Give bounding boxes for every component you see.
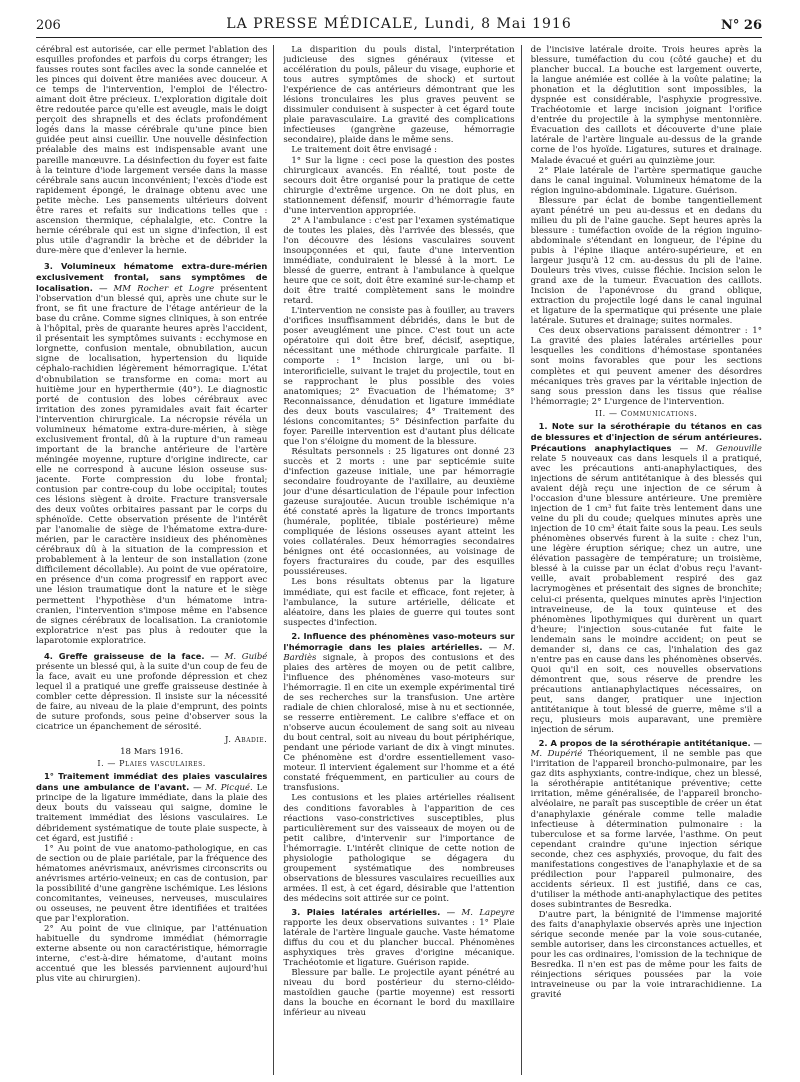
page-number: 206 xyxy=(36,18,61,33)
section-heading: 3. Plaies latérales artérielles. xyxy=(291,906,441,917)
paragraph: D'autre part, la bénignité de l'immense majorité des faits d'anaphylaxie observés après une injection sérique seconde menée par la voie sous-cutanée, semble autoriser, dans les circonstances actuelles, et pour les cas ordinaires, l'omission de la technique de Besredka. Il n'en est pas de même pour les faits de réinjections sériques poussées par la voie intraveineuse ou par la voie intrarachidienne. La gravité xyxy=(530,909,762,1001)
authors: — M. Guibé xyxy=(210,651,268,662)
paragraph: 1° Sur la ligne : ceci pose la question des postes chirurgicaux avancés. En réalité, tout poste de secours doit être organisé pour la pratique de cette chirurgie d'extrême urgence. On ne doit plus, en stationnement défensif, mourir d'hémorragie faute d'une intervention appropriée. xyxy=(283,155,515,216)
authors: — M. Bardiès xyxy=(283,642,515,663)
journal-title: LA PRESSE MÉDICALE, Lundi, 8 Mai 1916 xyxy=(226,16,572,32)
authors: — MM Rocher et Logre xyxy=(98,284,215,295)
paragraph: Les bons résultats obtenus par la ligature immédiate, qui est facile et efficace, font rejeter, à l'ambulance, la suture artérielle, délicate et aléatoire, dans les plaies de guerre qui toutes sont suspectes d'infection. xyxy=(283,577,515,628)
paragraph: cérébral est autorisée, car elle permet l'ablation des esquilles profondes et parfois du corps étranger; les fausses routes sont faciles avec la sonde cannelée et les pinces qui doivent être maniées avec douceur. A ce temps de l'intervention, l'emploi de l'électro-aimant doit être précieux. L'exploration digitale doit être redoutée parce qu'elle est aveugle, mais le doigt perçoit des shrapnells et des éclats profondément logés dans la masse cérébrale qu'une pince bien guidée peut ainsi cueillir. Une nouvelle désinfection préalable des mains est indispensable avant une pareille manœuvre. La désinfection du foyer est faite à la teinture d'iode largement versée dans la masse cérébrale sans aucun inconvénient; l'excès d'iode est rapidement épongé, le drainage obtenu avec une petite mèche. Les pansements ultérieurs doivent être rares et refaits sur indications telles que : ascension thermique, céphalalgie, etc. Contre la hernie cérébrale qui est un signe d'infection, il est plus utile d'agrandir la brèche et de débrider la dure-mère que d'enlever la hernie. xyxy=(36,45,268,256)
paragraph xyxy=(36,651,267,732)
column-2 xyxy=(283,45,521,1075)
paragraph-text: présente un blessé qui, à la suite d'un coup de feu de la face, avait eu une profonde dépression et chez lequel il a pratiqué une greffe graisseuse destinée à combler cette dépression. Il insiste sur la nécessité de faire, au niveau de la plaie d'emprunt, des points de suture profonds, sous peine d'observer sous la cicatrice un épanchement de sérosité. xyxy=(36,661,268,733)
session-date: 18 Mars 1916. xyxy=(120,747,184,758)
paragraph xyxy=(36,771,267,843)
header-rule xyxy=(36,37,762,38)
paragraph: 2° Au point de vue clinique, par l'atténuation habituelle du syndrome immédiat (hémorragie externe absente ou non caractéristique, hémorragie interne, c'est-à-dire hématome, d'autant moins accentué que les blessés parviennent aujourd'hui plus vite au chirurgien). xyxy=(36,923,268,985)
paragraph xyxy=(283,907,514,968)
paragraph: Ces deux observations paraissent démontrer : 1° La gravité des plaies latérales artérielles pour lesquelles les conditions d'hémostase spontanées sont moins favorables que pour les sections complètes et qui peuvent amener des désordres mécaniques très graves par la véritable injection de sang sous pression dans les tissus que réalise l'hémorragie; 2° L'urgence de l'intervention. xyxy=(530,326,762,407)
article-columns xyxy=(36,45,762,1075)
paragraph-text: signale, à propos des contusions et des plaies des artères de moyen ou de petit calibre, l'influence des phénomènes vaso-moteurs sur l'hémorragie. Il en cite un exemple expérimental tiré de ses recherches sur la transfusion. Une artère radiale de chien chloralosé, mise à nu et sectionnée, se resserre entièrement. Le calibre s'efface et on n'observe aucun écoulement de sang soit au niveau du bout central, soit au niveau du bout périphérique, pendant une période variant de dix à vingt minutes. Ce phénomène est d'ordre essentiellement vaso-moteur. Il intervient également sur l'homme et a été constaté fréquemment, en particulier au cours de transfusions. xyxy=(283,652,515,794)
section-heading: 2. A propos de la sérothérapie antitétanique. xyxy=(538,738,751,749)
authors: — M. Genouville xyxy=(679,443,762,454)
column-1 xyxy=(36,45,274,1075)
section-heading: 1. Note sur la sérothérapie du tétanos en cas de blessures et d'injection de sérum antérieures. Précautions anaphylactiques xyxy=(530,420,762,453)
section-title: II. — Communications. xyxy=(595,408,698,418)
section-heading: 4. Greffe graisseuse de la face. xyxy=(44,650,205,661)
paragraph-text: Le principe de la ligature immédiate, dans la plaie des deux bouts du vaisseau qui saigne, domine le traitement immédiat des lésions vasculaires. Le débridement systématique de toute plaie suspecte, à cet égard, est justifié : xyxy=(36,783,268,844)
authors: — M. Picqué. xyxy=(193,783,253,794)
paragraph: 2° Plaie latérale de l'artère spermatique gauche dans le canal inguinal. Volumineux hématome de la région inguino-abdominale. Ligature. Guérison. xyxy=(530,165,762,196)
authors: — M. Lapeyre xyxy=(446,907,515,918)
paragraph: 2° A l'ambulance : c'est par l'examen systématique de toutes les plaies, dès l'arrivée des blessés, que l'on découvre des lésions vasculaires souvent insoupçonnées et qui, faute d'une intervention immédiate, conduiraient le blessé à la mort. Le blessé de guerre, entrant à l'ambulance à quelque heure que ce soit, doit être examiné sur-le-champ et doit être traité complètement sans le moindre retard. xyxy=(283,215,515,307)
page-header xyxy=(36,16,762,36)
paragraph: Blessure par balle. Le projectile ayant pénétré au niveau du bord postérieur du sterno-cléido-mastoïdien gauche (partie moyenne) est ressorti dans la bouche en écornant le bord du maxillaire inférieur au niveau xyxy=(283,968,515,1019)
paragraph xyxy=(531,738,762,910)
paragraph xyxy=(36,261,267,646)
paragraph: Les contusions et les plaies artérielles réalisent des conditions favorables à l'apparition de ces réactions vaso-constrictives susceptibles, plus particulièrement sur des vaisseaux de moyen ou de petit calibre, d'intervenir sur l'importance de l'hémorragie. L'intérêt clinique de cette notion de physiologie pathologique se dégagera du groupement systématique des nombreuses observations de blessures vasculaires recueillies aux armées. Il est, à cet égard, désirable que l'attention des médecins soit attirée sur ce point. xyxy=(283,793,515,904)
signature: J. Abadie. xyxy=(224,735,268,746)
paragraph xyxy=(283,631,514,794)
paragraph-text: Théoriquement, il ne semble pas que l'irritation de l'appareil broncho-pulmonaire, par les gaz dits asphyxiants, contre-indique, chez un blessé, la sérothérapie antitétanique préventive; cette irritation, même généralisée, de l'appareil broncho-alvéolaire, ne paraît pas susceptible de créer un état d'anaphylaxie générale comme telle maladie infectieuse à détermination pulmonaire : la tuberculose et sa forme larvée, l'asthme. On peut cependant craindre qu'une injection sérique seconde, chez ces asphyxiés, provoque, du fait des manifestations congestives de l'anaphylaxie et de sa prédilection pour l'appareil pulmonaire, des accidents sérieux. Il est justifié, dans ce cas, d'utiliser la méthode anti-anaphylactique des petites doses subintrantes de Besredka. xyxy=(530,749,762,910)
column-3 xyxy=(531,45,762,1075)
paragraph: Le traitement doit être envisagé : xyxy=(291,145,438,156)
paragraph: 1° Au point de vue anatomo-pathologique, en cas de section ou de plaie pariétale, par la fréquence des hématomes anévrismaux, anévrismes circonscrits ou anévrismes artério-veineux; en cas de contusion, par la possibilité d'une gangrène ischémique. Les lésions concomitantes, veineuses, nerveuses, musculaires ou osseuses, ne peuvent être identifiées et traitées que par l'exploration. xyxy=(36,843,268,924)
paragraph-text: rapporte les deux observations suivantes : 1° Plaie latérale de l'artère linguale gauche. Vaste hématome diffus du cou et du plancher buccal. Phénomènes asphyxiques très graves d'origine mécanique. Trachéotomie et ligature. Guérison rapide. xyxy=(283,918,515,969)
authors: — M. Dupérié xyxy=(530,739,762,760)
paragraph: L'intervention ne consiste pas à fouiller, au travers d'orifices insuffisamment débridés, dans le but de poser aveuglément une pince. C'est tout un acte opératoire qui doit être bref, décisif, aseptique, nécessitant une méthode chirurgicale parfaite. Il comporte : 1° Incision large, uni ou bi-interorificielle, suivant le trajet du projectile, tout en se rapprochant le plus possible des voies anatomiques; 2° Évacuation de l'hématome; 3° Reconnaissance, dénudation et ligature immédiate des deux bouts vasculaires; 4° Traitement des lésions concomitantes; 5° Désinfection parfaite du foyer. Pareille intervention est d'autant plus délicate que l'on s'éloigne du moment de la blessure. xyxy=(283,306,515,447)
paragraph: de l'incisive latérale droite. Trois heures après la blessure, tuméfaction du cou (côté gauche) et du plancher buccal. La bouche est largement ouverte, la langue anémiée est collée à la voûte palatine; la phonation et la déglutition sont impossibles, la dyspnée est considérable, l'asphyxie progressive. Trachéotomie et large incision joignant l'orifice d'entrée du projectile à la symphyse mentonnière. Évacuation des caillots et découverte d'une plaie latérale de l'artère linguale au-dessus de la grande corne de l'os hyoïde. Ligatures, sutures et drainage. Malade évacué et guéri au quinzième jour. xyxy=(530,45,762,166)
section-heading: 3. Volumineux hématome extra-dure-mérien exclusivement frontal, sans symptômes de localisation. xyxy=(36,260,268,294)
section-title: I. — Plaies vasculaires. xyxy=(97,759,206,769)
paragraph: Blessure par éclat de bombe tangentiellement ayant pénétré un peu au-dessus et en dedans du milieu du pli de l'aine gauche. Sept heures après la blessure : tuméfaction ovoïde de la région inguino-abdominale s'étendant en longueur, de l'épine du pubis à l'épine iliaque antéro-supérieure, et en largeur jusqu'à 12 cm. au-dessus du pli de l'aine. Douleurs très vives, cuisse fléchie. Incision selon le grand axe de la tumeur. Évacuation des caillots. Incision de l'aponévrose du grand oblique, extraction du projectile logé dans le canal inguinal et ligature de la spermatique qui présente une plaie latérale. Sutures et drainage; suites normales. xyxy=(530,195,762,327)
paragraph-text: présentent l'observation d'un blessé qui, après une chute sur le front, se fit une fracture de l'étage antérieur de la base du crâne. Comme signes cliniques, à son entrée à l'hôpital, près de quarante heures après l'accident, il présentait les symptômes suivants : ecchymose en lorgnette, confusion mentale, obnubilation, aucun signe de localisation, hypertension du liquide céphalo-rachidien légèrement hémorragique. L'état d'obnubilation se transforme en coma: mort au huitième jour en hyperthermie (40°). Le diagnostic porté de contusion des lobes cérébraux avec irritation des zones pyramidales avait fait écarter l'intervention chirurgicale. La nécropsie révéla un volumineux hématome extra-dure-mérien, à siège exclusivement frontal, dû à la rupture d'un rameau important de la branche antérieure de l'artère méningée moyenne, rupture d'origine indirecte, car elle ne correspond à aucune lésion osseuse sus-jacente. Forte compression du lobe frontal; contusion par contre-coup du lobe occipital; toutes ces lésions siègent à droite. Fracture transversale des deux voûtes orbitaires passant par le corps du sphénoïde. Cette observation présente de l'intérêt par l'anomalie de siège de l'hématome extra-dure-mérien, par le caractère insidieux des phénomènes cérébraux dû à la situation de la compression et probablement à la lenteur de son installation (zone difficilement décollable). Au point de vue opératoire, en présence d'un coma progressif en rapport avec une lésion traumatique dont la nature et le siège permettent l'hypothèse d'un hématome intra-cranien, l'intervention s'impose même en l'absence de signes cérébraux de localisation. La craniotomie exploratrice n'est pas plus à redouter que la laparotomie exploratrice. xyxy=(36,284,268,646)
paragraph: Résultats personnels : 25 ligatures ont donné 23 succès et 2 morts : une par septicémie suite d'infection gazeuse initiale, une par hémorragie secondaire foudroyante de l'axillaire, au deuxième jour d'une désarticulation de l'épaule pour infection gazeuse surajoutée. Aucun trouble ischémique n'a été constaté après la ligature de troncs importants (humérale, poplitée, tibiale postérieure) même compliquée de lésions osseuses ayant atteint les voies collatérales. Deux hémorragies secondaires bénignes ont été occasionnées, au voisinage de foyers fracturaires du coude, par des esquilles poussiéreuses. xyxy=(283,446,515,578)
issue-number: N° 26 xyxy=(721,18,762,33)
paragraph-text: relate 5 nouveaux cas dans lesquels il a pratiqué, avec les précautions anti-anaphylactiques, des injections de sérum antitétanique à des blessés qui avaient déjà reçu une injection de ce sérum à l'occasion d'une blessure antérieure. Une première injection de 1 cm³ fut faite très lentement dans une veine du pli du coude; quelques minutes après une injection de 10 cm³ était faite sous la peau. Les seuls phénomènes observés furent à la suite : chez l'un, une légère éruption sérique; chez un autre, une élévation passagère de température; un troisième, blessé à la cuisse par un éclat d'obus reçu l'avant-veille, avait probablement respiré des gaz lacrymogènes et présentait des signes de bronchite; celui-ci présenta, quelques minutes après l'injection intraveineuse, de la toux quinteuse et des phénomènes lipothymiques qui durèrent un quart d'heure; l'injection sous-cutanée fut faite le lendemain sans le moindre accident; on peut se demander si, dans ce cas, l'inhalation des gaz n'entre pas en cause dans les phénomènes observés. Quoi qu'il en soit, ces nouvelles observations démontrent que, sous réserve de prendre les précautions antianaphylactiques nécessaires, on peut, sans danger, pratiquer une injection antitétanique à tout blessé de guerre, même s'il a reçu, plusieurs mois auparavant, une première injection de sérum. xyxy=(530,453,762,736)
paragraph xyxy=(531,421,762,735)
section-heading: 1° Traitement immédiat des plaies vasculaires dans une ambulance de l'avant. xyxy=(36,771,268,793)
paragraph: La disparition du pouls distal, l'interprétation judicieuse des signes généraux (vitesse et accélération du pouls, pâleur du visage, euphorie et tous autres symptômes de shock) et surtout l'expérience de cas antérieurs démontrant que les lésions tronculaires les plus graves peuvent se dissimuler conduisent à suspecter à cet égard toute plaie paravasculaire. La gravité des complications infectieuses (gangrène gazeuse, hémorragie secondaire), plaide dans le même sens. xyxy=(283,45,515,146)
section-heading: 2. Influence des phénomènes vaso-moteurs sur l'hémorragie dans les plaies artérielles. xyxy=(283,630,515,652)
